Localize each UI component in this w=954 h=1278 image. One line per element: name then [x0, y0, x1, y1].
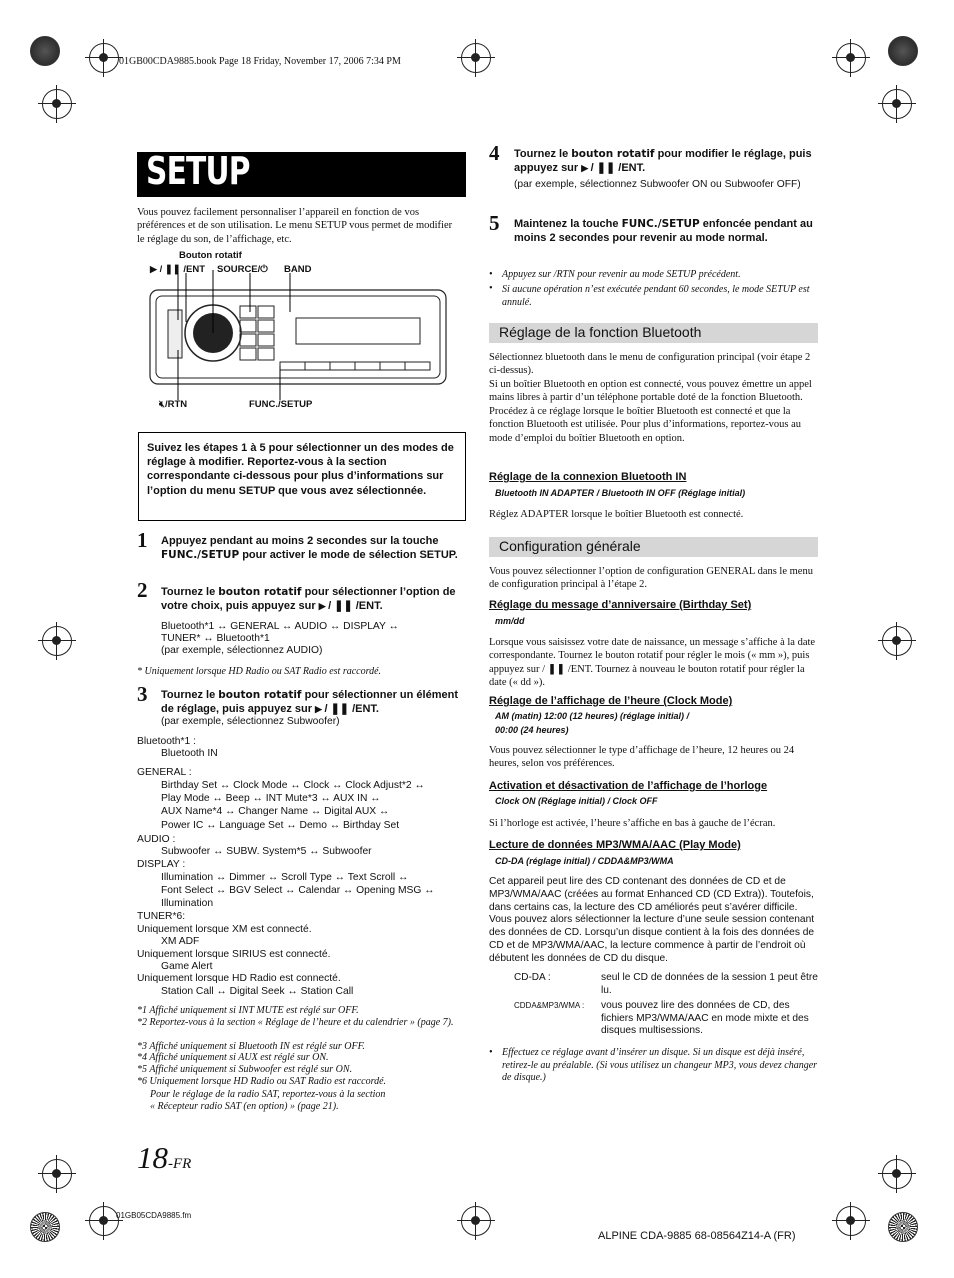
menu-line: Station Call ↔ Digital Seek ↔ Station Call: [161, 986, 354, 997]
step-2-footnote: * Uniquement lorsque HD Radio ou SAT Radio est raccordé.: [137, 666, 382, 677]
footer-model: ALPINE CDA-9885 68-08564Z14-A (FR): [598, 1230, 796, 1242]
menu-line: AUDIO :: [137, 834, 176, 845]
mute-icon: 🔇︎: [159, 399, 165, 410]
menu-line: AUX Name*4 ↔ Changer Name ↔ Digital AUX ↔: [161, 806, 390, 817]
page-title: SETUP: [146, 149, 250, 193]
step-5-text: Maintenez la touche FUNC./SETUP enfoncée pendant au moins 2 secondes pour revenir au mode normal.: [514, 218, 813, 244]
bullet-text: Appuyez sur /RTN pour revenir au mode SETUP précédent.: [502, 269, 741, 280]
registration-mark: [85, 39, 123, 77]
clock-onoff-heading: Activation et désactivation de l’affichage de l’horloge: [489, 780, 768, 792]
mp3-text: Cet appareil peut lire des CD contenant des données de CD et de MP3/WMA/AAC (créées au format Enhanced CD (CD Extra)). Toutefois, dans certains cas, la lecture des CD améliorés peut s’avérer difficile. Vous pouvez alors sélectionner la lecture d’une seule session contenant des données de CD. Lorsqu’un disque contient à la fois des données de CD et de MP3/WMA/AAC, la lecture commence à partir de l’endroit où débutent les données de CD du disque.: [489, 876, 815, 964]
footnote: *5 Affiché uniquement si Subwoofer est réglé sur ON.: [137, 1064, 353, 1075]
registration-mark: [457, 1202, 495, 1240]
footnote: *2 Reportez-vous à la section « Réglage de l’heure et du calendrier » (page 7).: [137, 1017, 454, 1028]
registration-mark: [878, 622, 916, 660]
clock-text: Vous pouvez sélectionner le type d’affichage de l’heure, 12 heures ou 24 heures, selon vos préférences.: [489, 745, 795, 770]
section-header-bluetooth: Réglage de la fonction Bluetooth: [489, 323, 818, 343]
footnote: Pour le réglage de la radio SAT, reportez-vous à la section: [150, 1089, 386, 1100]
mp3-heading: Lecture de données MP3/WMA/AAC (Play Mode): [489, 839, 741, 851]
bullet-dot: •: [489, 283, 493, 294]
registration-mark: [457, 39, 495, 77]
birthday-heading: Réglage du message d’anniversaire (Birthday Set): [489, 599, 752, 611]
label-play-ent: ▶ / ❚❚ /ENT: [150, 264, 206, 275]
label-rtn: 🔇︎/RTN: [159, 399, 188, 410]
bullet-text: Si aucune opération n’est exécutée pendant 60 secondes, le mode SETUP est annulé.: [502, 284, 810, 308]
head-unit-diagram: [140, 270, 460, 400]
title-bar: [137, 149, 466, 197]
menu-line: Bluetooth*1 :: [137, 736, 196, 747]
step-2-sequence-1: Bluetooth*1 ↔ GENERAL ↔ AUDIO ↔ DISPLAY ↔: [161, 621, 399, 632]
step-1-number: 1: [137, 528, 148, 552]
bt-subnote: Bluetooth IN ADAPTER / Bluetooth IN OFF (Réglage initial): [495, 488, 746, 498]
footnote: « Récepteur radio SAT (en option) » (page 21).: [150, 1101, 339, 1112]
bullet-dot: •: [489, 1047, 493, 1058]
step-2-example: (par exemple, sélectionnez AUDIO): [161, 645, 323, 656]
bt-paragraph-2: Si un boîtier Bluetooth en option est connecté, vous pouvez émettre un appel mains libres à partir d’un téléphone portable doté de la fonction Bluetooth. Procédez à ce réglage lorsque le boîtier Bluetooth est connecté et que la fonction Bluetooth est utilisée. Pour plus d’informations, reportez-vous au mode d’emploi du boîtier Bluetooth en option.: [489, 379, 812, 444]
label-band: BAND: [284, 264, 312, 275]
step-5-number: 5: [489, 211, 500, 235]
registration-mark: [832, 1202, 870, 1240]
registration-mark: [832, 39, 870, 77]
step-4-text: Tournez le bouton rotatif pour modifier le réglage, puis appuyez sur ▶ / ❚❚ /ENT.: [514, 148, 812, 174]
label-source: SOURCE/⏻: [217, 264, 268, 275]
cdda-definition: seul le CD de données de la session 1 peut être lu.: [601, 972, 818, 996]
menu-line: GENERAL :: [137, 767, 192, 778]
print-header: 01GB00CDA9885.book Page 18 Friday, November 17, 2006 7:34 PM: [119, 56, 401, 67]
clock-note-1: AM (matin) 12:00 (12 heures) (réglage initial) /: [495, 711, 690, 721]
registration-mark: [38, 622, 76, 660]
step-2-number: 2: [137, 578, 148, 602]
clock-onoff-note: Clock ON (Réglage initial) / Clock OFF: [495, 796, 658, 806]
final-note: Effectuez ce réglage avant d’insérer un disque. Si un disque est déjà inséré, retirez-le au préalable. (Si vous utilisez un changeur MP3, vous devez changer de disque.): [502, 1047, 818, 1083]
bullet-dot: •: [489, 269, 493, 280]
bt-subheading: Réglage de la connexion Bluetooth IN: [489, 471, 687, 483]
birthday-text: Lorsque vous saisissez votre date de naissance, un message s’affiche à la date correspondante. Tournez le bouton rotatif pour régler le mois (« mm »), puis appuyez sur / ❚❚ /ENT. Tournez à nouveau le bouton rotatif pour régler la date (« dd »).: [489, 637, 816, 689]
step-4-note: (par exemple, sélectionnez Subwoofer ON ou Subwoofer OFF): [514, 179, 801, 190]
menu-line: TUNER*6:: [137, 911, 186, 922]
play-icon: ▶: [318, 601, 329, 611]
birthday-note: mm/dd: [495, 616, 525, 626]
play-icon: ▶: [315, 704, 325, 714]
label-bouton-rotatif: Bouton rotatif: [179, 250, 242, 261]
cdda-mp3-term: CDDA&MP3/WMA :: [514, 1001, 585, 1010]
menu-line: Illumination ↔ Dimmer ↔ Scroll Type ↔ Text Scroll ↔: [161, 872, 409, 883]
registration-mark: [38, 1155, 76, 1193]
footnote: *1 Affiché uniquement si INT MUTE est réglé sur OFF.: [137, 1005, 359, 1016]
step-3-example: (par exemple, sélectionnez Subwoofer): [161, 716, 340, 727]
menu-line: Uniquement lorsque HD Radio est connecté.: [137, 973, 341, 984]
step-4-number: 4: [489, 141, 500, 165]
bt-subtext: Réglez ADAPTER lorsque le boîtier Bluetooth est connecté.: [489, 509, 744, 520]
menu-line: Bluetooth IN: [161, 748, 218, 759]
menu-line: Illumination: [161, 898, 214, 909]
menu-line: Uniquement lorsque XM est connecté.: [137, 924, 312, 935]
menu-line: Subwoofer ↔ SUBW. System*5 ↔ Subwoofer: [161, 846, 372, 857]
menu-line: XM ADF: [161, 936, 200, 947]
clock-heading: Réglage de l’affichage de l’heure (Clock Mode): [489, 695, 733, 707]
menu-line: Play Mode ↔ Beep ↔ INT Mute*3 ↔ AUX IN ↔: [161, 793, 381, 804]
cdda-term: CD-DA :: [514, 972, 551, 983]
color-wheel-mark: [888, 36, 918, 66]
menu-line: Uniquement lorsque SIRIUS est connecté.: [137, 949, 331, 960]
step-3-number: 3: [137, 682, 148, 706]
clock-onoff-text: Si l’horloge est activée, l’heure s’affiche en bas à gauche de l’écran.: [489, 818, 776, 829]
clock-note-2: 00:00 (24 heures): [495, 725, 569, 735]
menu-line: Game Alert: [161, 961, 213, 972]
menu-line: Font Select ↔ BGV Select ↔ Calendar ↔ Opening MSG ↔: [161, 885, 435, 896]
footnote: *6 Uniquement lorsque HD Radio ou SAT Radio est raccordé.: [137, 1076, 387, 1087]
footnote: *3 Affiché uniquement si Bluetooth IN est réglé sur OFF.: [137, 1041, 365, 1052]
label-func-setup: FUNC./SETUP: [249, 399, 313, 410]
color-wheel-mark: [888, 1212, 918, 1242]
color-wheel-mark: [30, 1212, 60, 1242]
step-2-text: Tournez le bouton rotatif pour sélectionner l’option de votre choix, puis appuyez sur ▶ / ❚❚ /ENT.: [161, 586, 456, 612]
registration-mark: [878, 85, 916, 123]
footnote: *4 Affiché uniquement si AUX est réglé sur ON.: [137, 1052, 329, 1063]
instruction-box-text: Suivez les étapes 1 à 5 pour sélectionner un des modes de réglage à modifier. Reportez-vous à la section correspondante ci-dessous pour plus d’informations sur l’option du menu SETUP que vous avez sélectionnée.: [147, 442, 454, 497]
mp3-note: CD-DA (réglage initial) / CDDA&MP3/WMA: [495, 856, 674, 866]
step-2-sequence-2: TUNER* ↔ Bluetooth*1: [161, 633, 270, 644]
intro-paragraph: Vous pouvez facilement personnaliser l’appareil en fonction de vos préférences et de son utilisation. Le menu SETUP vous permet de modifier le réglage du son, de l’affichage, etc.: [137, 207, 453, 245]
play-icon: ▶: [150, 264, 157, 274]
footer-filename: 01GB05CDA9885.fm: [116, 1211, 192, 1220]
page-number: 18-FR: [137, 1140, 192, 1175]
play-icon: ▶: [581, 163, 591, 173]
section-header-general: Configuration générale: [489, 537, 818, 557]
registration-mark: [38, 85, 76, 123]
gen-paragraph: Vous pouvez sélectionner l’option de configuration GENERAL dans le menu de configuration principal à l’étape 2.: [489, 566, 813, 591]
registration-mark: [878, 1155, 916, 1193]
menu-line: Power IC ↔ Language Set ↔ Demo ↔ Birthday Set: [161, 820, 400, 831]
cdda-mp3-definition: vous pouvez lire des données de CD, des fichiers MP3/WMA/AAC en mode mixte et des disques multisessions.: [601, 1000, 809, 1036]
step-3-text: Tournez le bouton rotatif pour sélectionner un élément de réglage, puis appuyez sur ▶ / ❚❚ /ENT.: [161, 689, 458, 715]
menu-line: DISPLAY :: [137, 859, 186, 870]
instruction-box: [138, 432, 466, 521]
registration-mark: [85, 1202, 123, 1240]
step-1-text: Appuyez pendant au moins 2 secondes sur la touche FUNC./SETUP pour activer le mode de sélection SETUP.: [161, 535, 458, 561]
menu-line: Birthday Set ↔ Clock Mode ↔ Clock ↔ Clock Adjust*2 ↔: [161, 780, 425, 791]
bt-paragraph-1: Sélectionnez bluetooth dans le menu de configuration principal (voir étape 2 ci-dessus).: [489, 352, 811, 377]
color-wheel-mark: [30, 36, 60, 66]
